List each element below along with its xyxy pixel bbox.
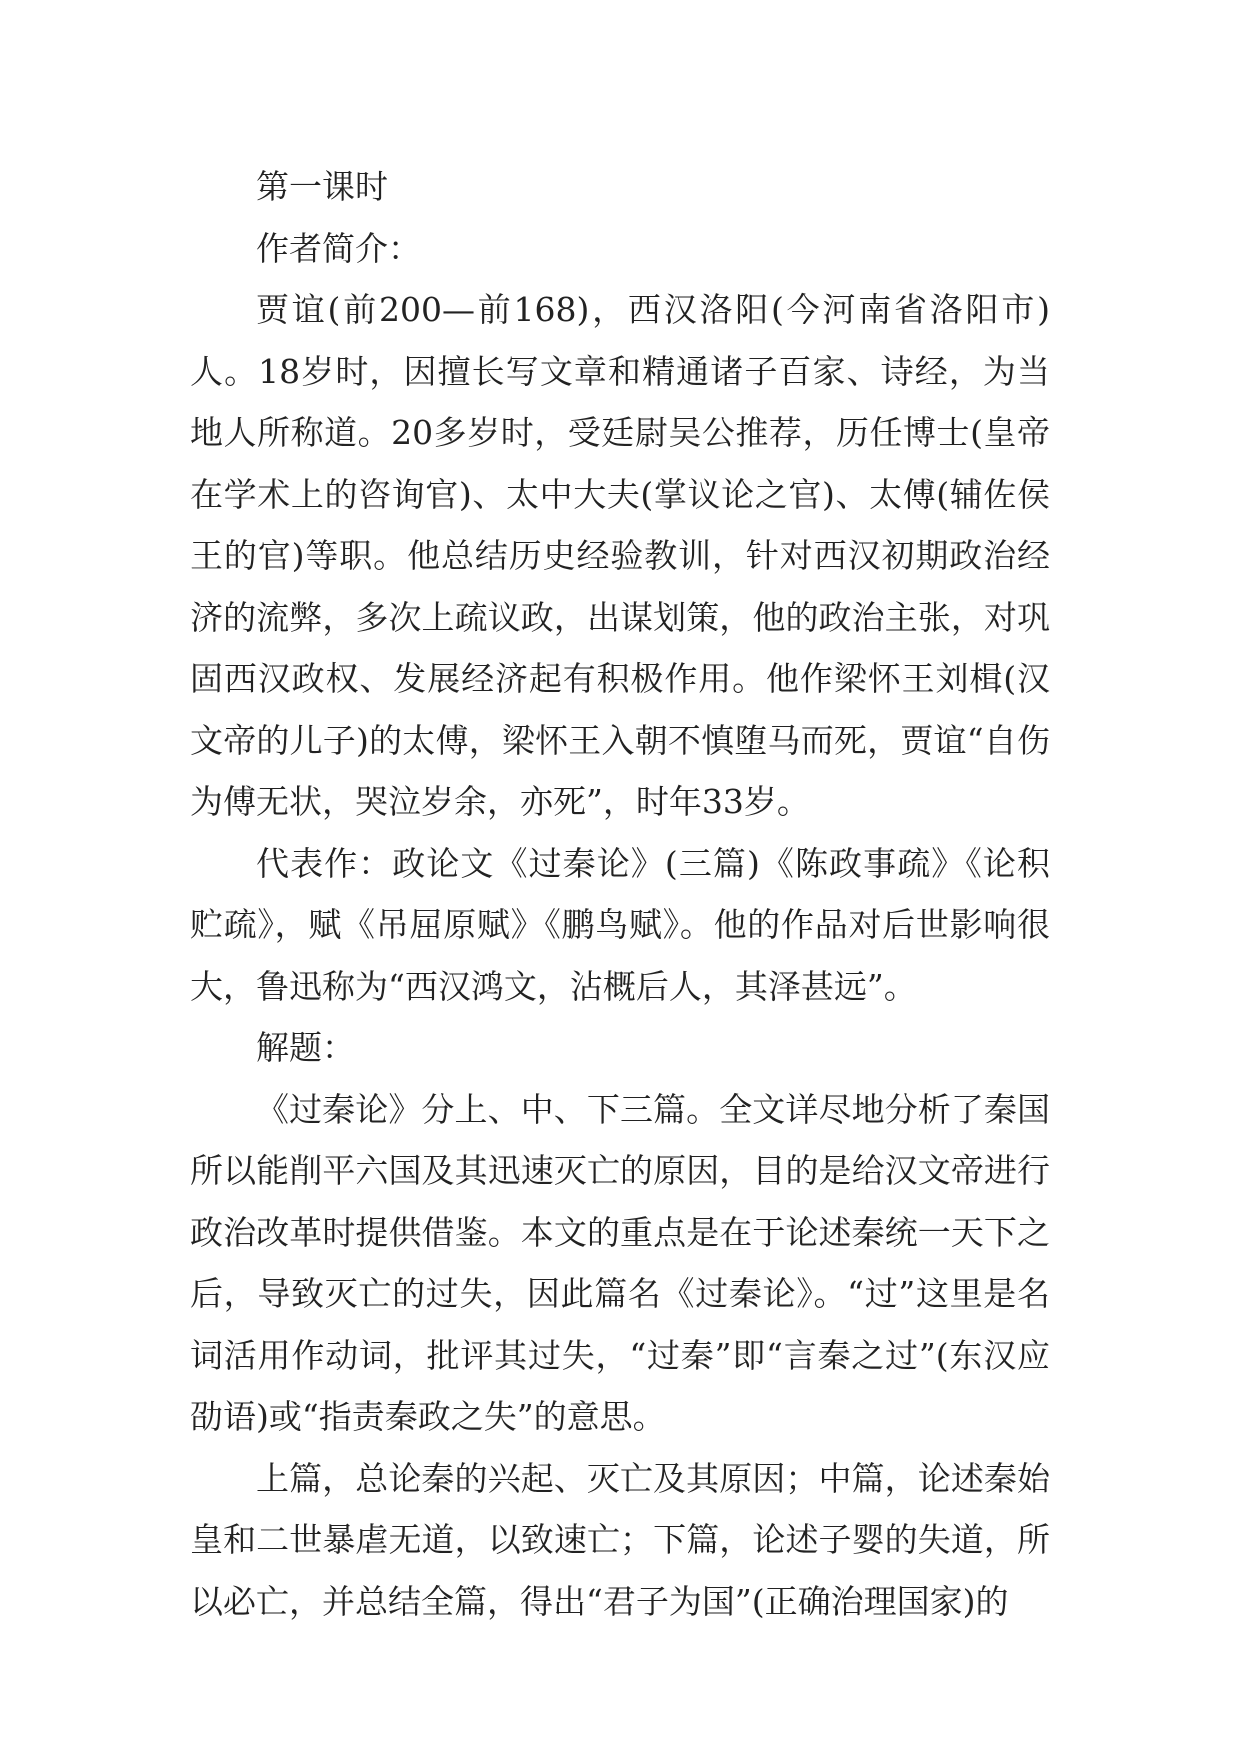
author-bio-paragraph: 贾谊(前200—前168)，西汉洛阳(今河南省洛阳市)人。18岁时，因擅长写文章和精通诸子百家、诗经，为当地人所称道。20多岁时，受廷尉吴公推荐，历任博士(皇帝在学术上的咨询官)、太中大夫(掌议论之官)、太傅(辅佐侯王的官)等职。他总结历史经验教训，针对西汉初期政治经济的流弊，多次上疏议政，出谋划策，他的政治主张，对巩固西汉政权、发展经济起有积极作用。他作梁怀王刘楫(汉文帝的儿子)的太傅，梁怀王入朝不慎堕马而死，贾谊“自伤为傅无状，哭泣岁余，亦死”，时年33岁。 bbox=[190, 290, 1050, 821]
title-explanation-paragraph: 《过秦论》分上、中、下三篇。全文详尽地分析了秦国所以能削平六国及其迅速灭亡的原因，目的是给汉文帝进行政治改革时提供借鉴。本文的重点是在于论述秦统一天下之后，导致灭亡的过失，因此篇名《过秦论》。“过”这里是名词活用作动词，批评其过失，“过秦”即“言秦之过”(东汉应劭语)或“指责秦政之失”的意思。 bbox=[190, 1089, 1050, 1436]
representative-works-paragraph: 代表作：政论文《过秦论》(三篇)《陈政事疏》《论积贮疏》，赋《吊屈原赋》《鹏鸟赋》。他的作品对后世影响很大，鲁迅称为“西汉鸿文，沾概后人，其泽甚远”。 bbox=[190, 843, 1050, 1006]
structure-paragraph: 上篇，总论秦的兴起、灭亡及其原因；中篇，论述秦始皇和二世暴虐无道，以致速亡；下篇，论述子婴的失道，所以必亡，并总结全篇，得出“君子为国”(正确治理国家)的 bbox=[190, 1458, 1050, 1621]
title-explanation-heading: 解题： bbox=[256, 1028, 355, 1067]
author-intro-heading: 作者简介： bbox=[256, 228, 421, 268]
document-body bbox=[190, 156, 1050, 1632]
lesson-heading: 第一课时 bbox=[256, 167, 388, 206]
